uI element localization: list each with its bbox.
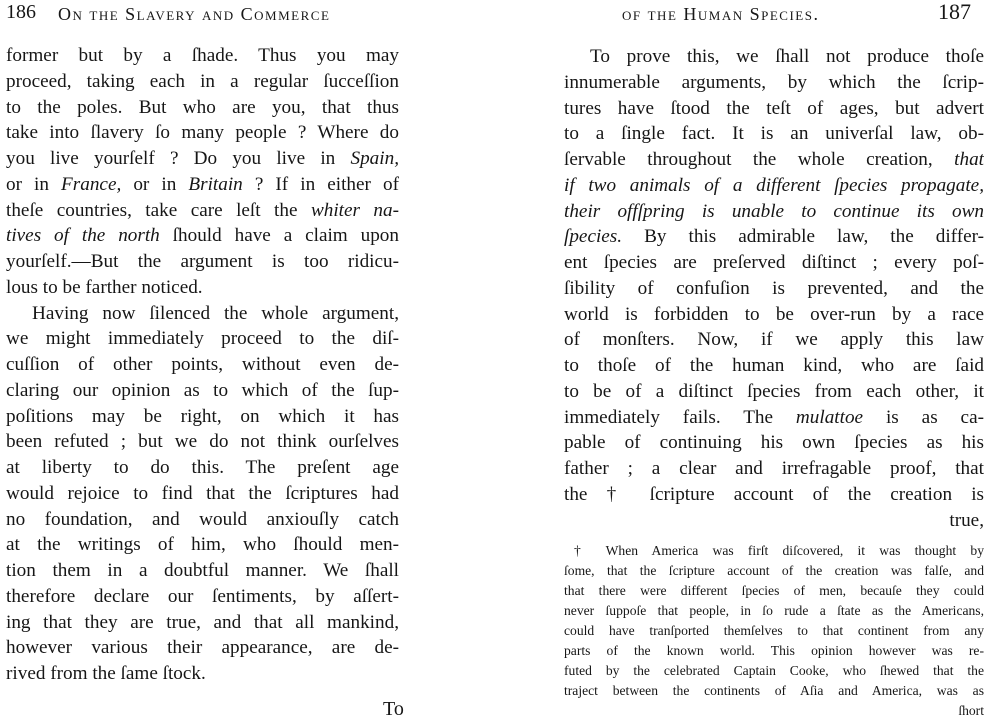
line-text: of monſters. Now, if we apply this law bbox=[564, 329, 984, 351]
line-text: ſhould have a claim upon bbox=[159, 225, 399, 247]
text-line bbox=[564, 121, 984, 147]
text-line bbox=[6, 378, 399, 404]
right-page-number: 187 bbox=[938, 0, 971, 24]
line-text: innumerable arguments, by which the ſcrip- bbox=[564, 71, 984, 93]
text-line bbox=[564, 327, 984, 353]
line-text: cuſſion of other points, without even de- bbox=[6, 354, 399, 375]
italic-text: Spain, bbox=[350, 148, 399, 169]
line-text: Having now ſilenced the whole argument, bbox=[32, 302, 399, 324]
text-line bbox=[6, 146, 399, 172]
text-line bbox=[564, 379, 984, 405]
line-text: you live yourſelf ? Do you live in bbox=[6, 148, 351, 169]
line-text: would rejoice to find that the ſcriptures had bbox=[6, 482, 399, 504]
line-text: ing that they are true, and that all mankind, bbox=[6, 611, 399, 633]
line-text: poſitions may be right, on which it has bbox=[6, 405, 399, 427]
line-text: pable of continuing his own ſpecies as his bbox=[564, 432, 984, 454]
text-line bbox=[564, 405, 984, 431]
line-text: to be of a diſtinct ſpecies from each other, it bbox=[564, 380, 984, 402]
text-line bbox=[564, 430, 984, 456]
line-text: at liberty to do this. The preſent age bbox=[6, 457, 399, 478]
line-text: ſhort bbox=[958, 703, 984, 718]
line-text: tion them in a doubtful manner. We ſhall bbox=[6, 560, 399, 581]
line-text: parts of the known world. This opinion however was re- bbox=[564, 643, 984, 658]
text-line bbox=[6, 69, 399, 95]
text-line bbox=[564, 173, 984, 199]
line-text: former but by a ſhade. Thus you may bbox=[6, 45, 399, 66]
line-text: therefore declare our ſentiments, by aſſert- bbox=[6, 585, 399, 607]
italic-text: Britain bbox=[188, 173, 243, 195]
line-text: claring our opinion as to which of the ſup- bbox=[6, 379, 399, 401]
line-text: father ; a clear and irrefragable proof, that bbox=[564, 458, 984, 479]
text-line bbox=[6, 172, 399, 198]
line-text: lous to be farther noticed. bbox=[6, 276, 203, 298]
text-line bbox=[564, 681, 984, 701]
text-line bbox=[6, 198, 399, 224]
italic-text: France, bbox=[61, 173, 122, 195]
text-line bbox=[564, 641, 984, 661]
text-line bbox=[564, 302, 984, 328]
line-text: proceed, taking each in a regular ſucceſſion bbox=[6, 70, 399, 92]
text-line bbox=[6, 455, 399, 481]
line-text: futed by the celebrated Captain Cooke, who ſhewed that the bbox=[564, 663, 984, 678]
text-line bbox=[6, 326, 399, 352]
text-line bbox=[564, 541, 984, 561]
line-text: however various their appearance, are de- bbox=[6, 637, 399, 659]
right-page-body bbox=[564, 44, 984, 533]
text-line bbox=[6, 43, 399, 69]
line-text: to a ſingle fact. It is an univerſal law, ob- bbox=[564, 123, 984, 145]
text-line bbox=[6, 275, 399, 301]
line-text: or in bbox=[6, 173, 62, 195]
text-line bbox=[6, 429, 399, 455]
left-page-number: 186 bbox=[6, 1, 36, 23]
text-line bbox=[564, 250, 984, 276]
text-line bbox=[6, 507, 399, 533]
text-line bbox=[564, 581, 984, 601]
text-line bbox=[6, 584, 399, 610]
italic-text: tives of the north bbox=[6, 225, 160, 247]
line-text: ent ſpecies are preſerved diſtinct ; every poſ- bbox=[564, 252, 984, 273]
text-line bbox=[6, 481, 399, 507]
text-line bbox=[564, 353, 984, 379]
line-text: to the poles. But who are you, that thus bbox=[6, 96, 399, 118]
line-text: yourſelf.—But the argument is too ridicu- bbox=[6, 251, 399, 272]
text-line bbox=[6, 352, 399, 378]
line-text: ſome, that the ſcripture account of the creation was falſe, and bbox=[564, 563, 984, 578]
text-line bbox=[6, 404, 399, 430]
text-line bbox=[564, 561, 984, 581]
text-line bbox=[564, 508, 984, 534]
line-text: ſervable throughout the whole creation, bbox=[564, 149, 955, 170]
text-line bbox=[564, 276, 984, 302]
text-line bbox=[564, 661, 984, 681]
text-line bbox=[564, 456, 984, 482]
catchword: To bbox=[383, 698, 404, 720]
text-line bbox=[564, 224, 984, 250]
text-line bbox=[564, 96, 984, 122]
line-text: at the writings of him, who ſhould men- bbox=[6, 534, 399, 556]
line-text: immediately fails. The bbox=[564, 406, 796, 428]
text-line bbox=[564, 482, 984, 508]
line-text: we might immediately proceed to the diſ- bbox=[6, 328, 399, 350]
text-line bbox=[564, 199, 984, 225]
right-page bbox=[510, 0, 984, 722]
line-text: † When America was firſt diſcovered, it was thought by bbox=[574, 543, 984, 558]
line-text: take into ſlavery ſo many people ? Where do bbox=[6, 122, 399, 144]
text-line bbox=[564, 147, 984, 173]
text-line bbox=[6, 249, 399, 275]
left-running-head: On the Slavery and Commerce bbox=[58, 4, 331, 24]
italic-text: ſpecies. bbox=[564, 226, 623, 248]
line-text: ſibility of confuſion is prevented, and the bbox=[564, 277, 984, 299]
italic-text: mulattoe bbox=[795, 406, 864, 428]
line-text: By this admirable law, the differ- bbox=[622, 226, 984, 248]
line-text: no foundation, and would anxiouſly catch bbox=[6, 508, 399, 530]
text-line bbox=[564, 70, 984, 96]
text-line bbox=[6, 610, 399, 636]
text-line bbox=[6, 661, 399, 687]
text-line bbox=[6, 532, 399, 558]
line-text: true, bbox=[949, 509, 984, 531]
line-text: been refuted ; but we do not think ourſelves bbox=[6, 431, 399, 453]
italic-text: that bbox=[954, 149, 984, 170]
text-line bbox=[6, 120, 399, 146]
text-line bbox=[564, 701, 984, 721]
text-line bbox=[564, 44, 984, 70]
text-line bbox=[6, 558, 399, 584]
italic-text: whiter na- bbox=[310, 199, 399, 221]
right-running-head: of the Human Species. bbox=[622, 4, 820, 24]
text-line bbox=[6, 95, 399, 121]
line-text: To prove this, we ſhall not produce thoſe bbox=[590, 46, 984, 67]
left-page-body bbox=[6, 43, 399, 687]
line-text: ? If in either of bbox=[242, 173, 399, 195]
text-line bbox=[6, 301, 399, 327]
text-line bbox=[564, 621, 984, 641]
line-text: never ſuppoſe that people, in ſo rude a ſtate as the Americans, bbox=[564, 603, 984, 618]
line-text: traject between the continents of Aſia and America, was as bbox=[564, 683, 984, 698]
italic-text: their offſpring is unable to continue its own bbox=[564, 200, 984, 222]
line-text: rived from the ſame ſtock. bbox=[6, 663, 206, 684]
line-text: world is forbidden to be over-run by a race bbox=[564, 303, 984, 325]
line-text: the † ſcripture account of the creation is bbox=[564, 483, 984, 505]
footnote bbox=[564, 541, 984, 721]
text-line bbox=[564, 601, 984, 621]
italic-text: if two animals of a different ſpecies propagate, bbox=[564, 174, 984, 196]
line-text: that there were different ſpecies of men, becauſe they could bbox=[564, 583, 984, 598]
line-text: to thoſe of the human kind, who are ſaid bbox=[564, 355, 984, 376]
text-line bbox=[6, 635, 399, 661]
line-text: is as ca- bbox=[863, 406, 984, 428]
text-line bbox=[6, 223, 399, 249]
line-text: or in bbox=[121, 173, 189, 195]
line-text: theſe countries, take care leſt the bbox=[6, 199, 311, 221]
line-text: tures have ſtood the teſt of ages, but advert bbox=[564, 97, 984, 119]
line-text: could have tranſported themſelves to that continent from any bbox=[564, 623, 984, 638]
